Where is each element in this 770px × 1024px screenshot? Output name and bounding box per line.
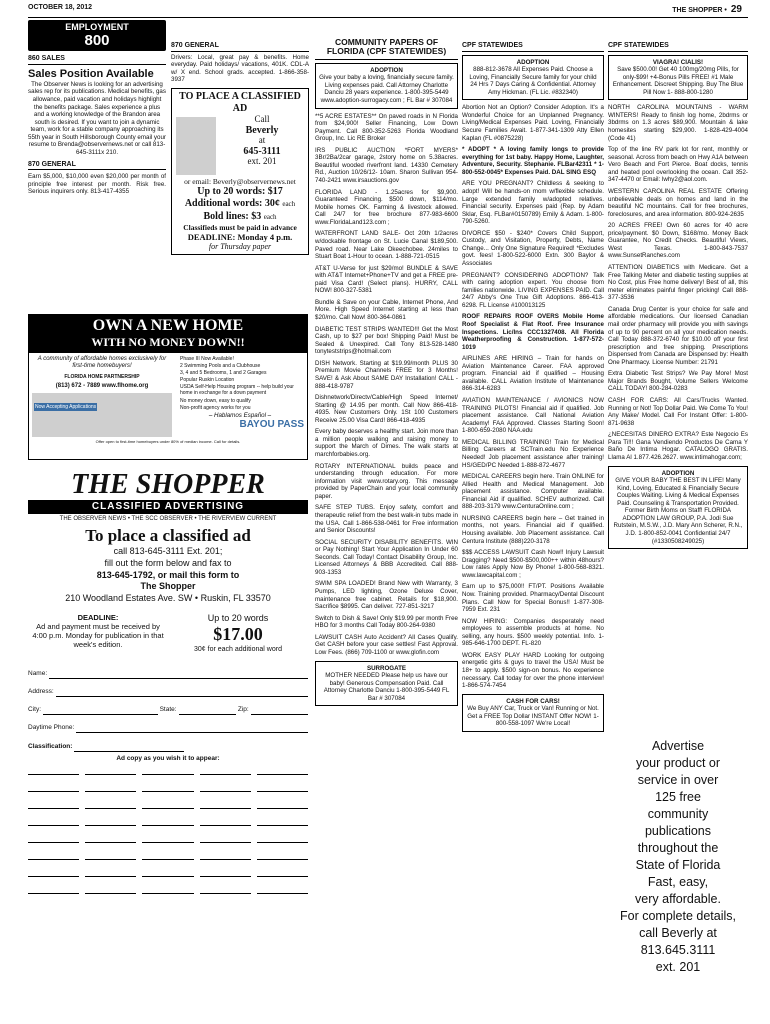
ad-copy-line[interactable] [200,885,251,894]
classified-ad [462,104,604,142]
classified-ad [315,463,458,501]
ad-text: AT&T U-Verse for just $29/mo! BUNDLE & SAVE with AT&T Internet+Phone+TV and get a FREE pre-paid Visa Card! (Select plans). HURRY, CALL NOW! 800-327-5381 [315,264,458,295]
ad-copy-line[interactable] [200,834,251,843]
ad-text: Earn up to $75,000!! FT/PT. Positions Available Now. Training provided. Pharmacy/Dental Discount Plans. Call Now for Special Bonus!! 1-877-308-7959 Ext. 231 [462,583,604,614]
ad-text: Switch to Dish & Save! Only $19.99 per month Free HBO for 3 months Call Today 800-264-9380 [315,614,458,630]
ad-text: FLORIDA LAND - 1.25acres for $9,900. Guaranteed Financing. $500 down, $114/mo. Mobile homes OK. Farming & livestock allowed. Call 24/7 for free brochure 877-983-6600 www.FloridaLand123.com ; [315,188,458,226]
ad-copy-line[interactable] [142,800,193,809]
ad-text: Give your baby a loving, financially secure family. Living expenses paid. Call Attorney Charlotte Danciu 28 years experience. 1-800-395-5449 www.adoption-surrogacy.com ; FL Bar # 307084 [319,74,454,104]
advertise-promo [608,738,748,976]
classified-ad [462,355,604,393]
ad-copy-line[interactable] [257,868,308,877]
ad-text: Every baby deserves a healthy start. Join more than a million people walking and raising money to support the March of Dimes. The walk starts at marchforbabies.org. [315,428,458,458]
applications-badge: Now Accepting Applications [35,404,97,411]
ad-copy-line[interactable] [28,868,79,877]
classified-ad [315,504,458,534]
ad-heading: ADOPTION [516,58,550,66]
ad-text: **5 ACRE ESTATES** On paved roads in N Florida from $24,900! Seller Financing, Low Down Payment. Call 800-352-5263 Florida Woodland Group, Inc. Lic RE Broker [315,112,458,143]
ad-text: IRS PUBLIC AUCTION *FORT MYERS* 3Br/2Ba/2car garage, 2story home on 5.38acres. Beautiful wooded riverfront land. 14330 Cemetery Rd., Auction 10/26/12- 10am. Sharon Sullivan 954-740-2421 www.irsauctions.gov [315,146,458,184]
email-line: or email: Beverly@observernews.net [184,177,296,187]
general-body: Earn $5,000, $10,000 even $20,000 per month of principle free interest per month. Risk free. Serious inquirers only. 813-417-4355 [28,173,166,196]
sales-section-title: 860 SALES [28,55,166,65]
promo-line: 813.645.3111 [640,943,716,957]
ad-heading: VIAGRA! CIALIS! [652,58,704,66]
classified-ad [315,360,458,390]
classified-ad [315,580,458,610]
general-section-title: 870 GENERAL [28,161,166,171]
photo-placeholder [176,117,216,175]
shopper-title: THE SHOPPER [71,469,265,500]
bayou-pass-logo: BAYOU PASS [239,419,304,431]
home-ad-title: OWN A NEW HOME WITH NO MONEY DOWN!! [29,315,307,353]
classified-ad [608,55,748,101]
promo-line: Advertise [651,739,705,753]
paper-name: THE SHOPPER • 29 [672,4,742,15]
issue-date: OCTOBER 18, 2012 [28,4,93,11]
house-photo [32,393,172,437]
classified-ad [462,272,604,310]
ad-text: WORK EASY PLAY HARD Looking for outgoing energetic girls & guys to travel the USA! Must be 18+ to apply. $500 sign-on bonus. No experience necessary. Call today for over the phone interview! 1-866-574-7454 [462,651,604,690]
employment-banner: EMPLOYMENT 800 [28,20,166,51]
classified-ad [608,306,748,367]
classified-ad [462,583,604,613]
ad-copy-line[interactable] [200,783,251,792]
classified-ad [608,264,748,302]
home-features-list: Phase III Now Available! 2 Swimming Pools and a Clubhouse 3, 4 and 5 Bedrooms, 1 and 2 Garages Popular Ruskin Location USDA Self-Help Housing program -- help build your home in exchange for a down payment No money down, easy to qualify Non-profit agency works for you [180,356,294,411]
classified-ad [462,694,604,732]
employment-column [28,20,166,260]
ad-text: ROTARY INTERNATIONAL builds peace and understanding through education. For more information visit www.rotary.org. This message provided by PaperChain and your local community paper. [315,462,458,500]
driver-ad: Drivers: Local, great pay & benefits. Home everyday. Paid holidays/ vacations, 401K. CDL-A w/ X end. School grads. accepted. 1-866-358-3937 [171,53,309,84]
sales-heading: Sales Position Available [28,67,154,80]
promo-line: throughout the [637,841,719,855]
classified-ad [315,326,458,356]
ad-copy-line[interactable] [85,868,136,877]
home-ad: OWN A NEW HOME WITH NO MONEY DOWN!! A community of affordable homes exclusively for first-time homebuyers! FLORIDA HOME PARTNERSHIP (813) 672 - 7889 www.flhome.org Now Accepting Applications Phase III Now Available! 2 Swimming Pools and a Clubhouse 3, 4 and 5 Bedrooms, 1 and 2 Garages Popular Ruskin Location USDA Self-Help Housing program -- help build your home in exchange for a down payment No money down, easy to qualify Non-profit agency works for you – Hablamos Español – BAYOU PASS Offer open to first-time homebuyers under 80% of median income. Call for details. [28,314,308,460]
classified-ad [462,652,604,690]
ad-copy-line[interactable] [85,817,136,826]
classified-ad [608,146,748,184]
classified-ad [315,63,458,109]
general-title: 870 GENERAL [171,42,309,52]
ad-text: Save $500.00! Get 40 100mg/20mg Pills, for only-$99! +4-Bonus Pills FREE! #1 Male Enhancement. Discreet Shipping. Buy The Blue Pill Now 1- 888-800-1280 [612,66,744,96]
promo-line: very affordable. [635,892,721,906]
classified-ad [462,549,604,579]
classified-ad [315,394,458,424]
cpf-ads-5 [608,55,748,550]
general-column [171,42,309,282]
classified-ad [315,428,458,458]
classified-ad [315,299,458,322]
ad-heading: SURROGATE [366,664,407,672]
ad-text: MEDICAL CAREERS begin here. Train ONLINE for Allied Health and Medical Management. Job placement assistance. Computer available. Financial Aid if qualified. SCHEV authorized. Call 888-203-3179 www.CenturaOnline.com ; [462,473,604,511]
ad-copy-line[interactable] [28,783,79,792]
ad-text: GIVE YOUR BABY THE BEST IN LIFE! Many Kind, Loving, Educated & Financially Secure Couples Waiting. Living & Medical Expenses Paid. Counseling & Transportation Provided. Former Birth Moms on Staff! FLORIDA ADOPTION LAW GROUP, P.A. Jodi Sue Rutstein, M.S.W., J.D. Mary Ann Scherer, R.N., J.D. 1-800-852-0041 Confidential 24/7 (#1330508249025) [613,477,743,545]
name-field[interactable] [49,670,308,679]
promo-line: 125 free [655,790,701,804]
cpf-title-4: CPF STATEWIDES [462,42,604,52]
classified-ad [608,466,748,550]
ad-text: SAFE STEP TUBS. Enjoy safety, comfort and therapeutic relief from the best walk-in tubs made in the USA. Call 1-866-538-0461 for Free information and Senior Discounts! [315,504,458,535]
classified-ad [608,222,748,260]
classified-ad [462,397,604,435]
classified-ad [315,615,458,630]
ad-text: SOCIAL SECURITY DISABILITY BENEFITS. WIN or Pay Nothing! Start Your Application In Under 60 Seconds. Call Today! Contact Disability Group, Inc. Licensed Attorneys & BBB Accredited. Call 888-903-1353 [315,538,458,576]
promo-line: ext. 201 [655,960,701,974]
promo-line: community [647,807,709,821]
classified-ad [315,661,458,707]
ad-copy-grid[interactable] [28,766,308,894]
ad-copy-line[interactable] [85,834,136,843]
cpf-title-5: CPF STATEWIDES [608,42,748,52]
ad-copy-line[interactable] [200,868,251,877]
ad-text: 888-812-3678 All Expenses Paid. Choose a Loving, Financially Secure family for your child 24 Hrs 7 Days Caring & Confidential. Attorney Amy Hickman. (FL Lic. #832340) [469,66,597,96]
ad-text: CASH FOR CARS: All Cars/Trucks Wanted. Running or Not! Top Dollar Paid. We Come To You! Any Make/ Model. Call For Instant Offer: 1-800-871-9638 [608,397,748,427]
ad-copy-line[interactable] [142,868,193,877]
ad-text: Top of the line RV park lot for rent, monthly or seasonal. Across from beach on Hwy A1A between Vero Beach and Fort Pierce. Boat docks, tennis and heated pool overlooking the ocean. Call 352-347-4470 or Email: lwhy2@aol.com. [608,146,748,184]
sales-body: The Observer News is looking for an advertising sales rep for its publications. Medical benefits, gas allowance, paid vacation and holidays highlight the benefits package. Sales experience a plus and a working knowledge of the Brandon area south is desired. If you want to join a dynamic team, work for a stable company approaching its 55th year in South Hillsborough County email your resume to Brenda@observernews.net or call 813-645-3111x 210. [28,80,166,156]
ad-copy-line[interactable] [85,800,136,809]
ad-copy-line[interactable] [142,851,193,860]
phone-field[interactable] [76,724,308,733]
promo-line: your product or [635,756,721,770]
classified-ad [462,180,604,225]
ad-copy-line[interactable] [257,817,308,826]
ad-text: Dishnetwork/Directv/Cable/High Speed Internet/ Starting @ 14.95 per month. Call Now 866-418-4935. New Customers Only. 1St 100 Customers Receive 25.00 Visa Card! 866-418-4935 [315,394,458,424]
ad-heading: ADOPTION [661,469,695,477]
classified-ad [462,439,604,469]
ad-copy-line[interactable] [200,851,251,860]
classified-ad [462,55,604,101]
classification-field[interactable] [74,743,184,752]
ad-text: We Buy ANY Car, Truck or Van! Running or Not. Get a FREE Top Dollar INSTANT Offer NOW! 1-800-558-1097 We're Local! [467,705,599,728]
cpf-column-3 [315,38,458,1018]
classified-ad [462,313,604,351]
ad-text: LAWSUIT CASH Auto Accident? All Cases Qualify. Get CASH before your case settles! Fast Approval. Low Fees. (866) 709-1100 or www.glofin.com [315,633,458,656]
classified-ad [315,189,458,227]
ad-text: WESTERN CAROLINA REAL ESTATE Offering unbelievable deals on homes and land in the beautiful NC mountains. Call for free brochures, foreclosures, and area information. 800-924-2635 [608,187,748,218]
ad-text: Extra Diabetic Test Strips? We Pay More! Most Major Brands Bought, Volume Sellers Welcome CALL TODAY! 800-284-0283 [608,370,748,393]
promo-line: call Beverly at [639,926,717,940]
classified-ad [315,147,458,185]
classified-ad [608,370,748,393]
ad-text: SWIM SPA LOADED! Brand New with Warranty, 3 Pumps, LED lighting, Ozone Deluxe Cover, maintenance free cabinet. Retails for $18,900. Sacrifice $8995. Can deliver. 727-851-3217 [315,580,458,611]
cpf-ads-3 [315,63,458,707]
classified-ad [608,397,748,427]
ad-copy-line[interactable] [142,766,193,775]
classified-ad [608,188,748,218]
ad-copy-line[interactable] [85,851,136,860]
ad-copy-line[interactable] [200,800,251,809]
ad-copy-line[interactable] [257,766,308,775]
ad-text: NURSING CAREERS begin here – Get trained in months, not years. Financial aid if qualified. Housing available. Job Placement assistance. Call Centura Institute (888)220-3178 [462,514,604,545]
ad-copy-line[interactable] [257,834,308,843]
ad-heading: CASH FOR CARS! [506,697,560,705]
ad-copy-line[interactable] [85,885,136,894]
ad-text: $$$ ACCESS LAWSUIT Cash Now!! Injury Lawsuit Dragging? Need $500-$500,000++ within 48hours? Low rates Apply Now By Phone! 1-800-568-8321. www.lawcapital.com ; [462,549,604,579]
cpf-title: COMMUNITY PAPERS OF FLORIDA (CPF STATEWIDES) [315,38,458,60]
ad-copy-line[interactable] [257,783,308,792]
promo-line: publications [644,824,711,838]
ad-copy-line[interactable] [142,885,193,894]
ad-text: PREGNANT? CONSIDERING ADOPTION? Talk with caring adoption expert. You choose from families nationwide. LIVING EXPENSES PAID. Call 24/7 Abby's One True Gift Adoptions. 866-413-6298. FL License #100013125 [462,271,604,309]
ad-copy-line[interactable] [142,834,193,843]
classified-ad [462,230,604,268]
ad-heading: ADOPTION [370,66,403,74]
place-ad-box: TO PLACE A CLASSIFIED AD Call Beverly at 645-3111 ext. 201 or email: Beverly@observernews.net Up to 20 words: $17 Additional words: 30¢ each Bold lines: $3 each Classifieds must be paid in advance DEADLINE: Monday 4 p.m. for Thursday paper [171,88,309,255]
promo-line: Fast, easy, [647,875,709,889]
ad-copy-line[interactable] [257,800,308,809]
ad-text: Bundle & Save on your Cable, Internet Phone, And More. High Speed Internet starting at less than $20/mo. Call Now! 800-364-0861 [315,298,458,321]
place-ad-heading: To place a classified ad [85,525,251,545]
ad-copy-line[interactable] [85,783,136,792]
ad-copy-line[interactable] [257,885,308,894]
zip-field[interactable] [251,706,308,715]
ad-text: WATERFRONT LAND SALE- Oct 20th 1/2acres w/dockable frontage on St. Lucie Canal $189,500. Paved road. Near Lake Okeechobee. 24miles to Stuart Boat 1-Hour to ocean. 1-888-721-0515 [315,230,458,261]
ad-copy-line[interactable] [28,817,79,826]
cpf-ads-4 [462,55,604,732]
ad-copy-line[interactable] [142,817,193,826]
classified-ad [608,431,748,461]
ad-copy-line[interactable] [142,783,193,792]
ad-text: ARE YOU PREGNANT? Childless & seeking to adopt! Will be hands-on mom w/flexible schedule. Large extended family w/adopted relatives. Financial security. Expenses paid (Rep. by Adam Sklar, Esq. FLBar#0150789) Emily & Adam. 1-800-790-5260. [462,180,604,226]
promo-line: For complete details, [619,909,737,923]
classified-ad [608,104,748,142]
classified-ad [462,473,604,511]
partnership-logo: FLORIDA HOME PARTNERSHIP [64,373,140,380]
ad-copy-line[interactable] [85,766,136,775]
classified-ad [462,515,604,545]
ad-copy-line[interactable] [28,885,79,894]
state-field[interactable] [179,706,236,715]
ad-copy-line[interactable] [200,817,251,826]
ad-text: AVIATION MAINTENANCE / AVIONICS NOW TRAINING PILOTS! Financial aid if qualified. Job placement assistance. Call National Aviation Academy! FAA Approved. Classes Starting Soon! 1-800-659-2080 NAA.edu [462,397,604,435]
page-header [28,4,742,16]
ad-text: AIRLINES ARE HIRING – Train for hands on Aviation Maintenance Career. FAA approved program. Financial aid if qualified – Housing available. CALL Aviation Institute of Maintenance 866-314-6283 [462,355,604,393]
ad-text: DIVORCE $50 - $240* Covers Child Support, Custody, and Visitation, Property, Debts, Name Change... Only One Signature Required! *Excludes govt. fees! 1-800-522-6000 Extn. 300 Baylor & Associates [462,229,604,268]
ad-copy-line[interactable] [28,800,79,809]
cpf-column-4 [462,42,604,1018]
classified-ad [462,618,604,648]
ad-text: NOW HIRING: Companies desperately need employees to assemble products at home. No selling, any hours. $500 weekly potential. Info. 1-985-646-1700 DEPT. FL-820 [462,617,604,648]
ad-text: MEDICAL BILLING TRAINING! Train for Medical Billing Careers at SCTrain.edu No Experience Needed! Job placement assistance after training! HS/GED/PC Needed 1-888-872-4677 [462,438,604,469]
classified-ad [315,539,458,577]
classified-ad [315,634,458,657]
ad-text: * ADOPT * A loving family longs to provide everything for 1st baby. Happy Home, Laughter, Adventure, Security. Stephanie. FLBar42311 * 1-800-552-0045* Expenses Paid. DAL SING ESQ [462,146,604,176]
classified-ad [462,146,604,176]
classified-ad [315,230,458,260]
ad-text: MOTHER NEEDED Please help us have our baby! Generous Compensation Paid. Call Attorney Charlotte Danciu 1-800-395-5449 FL Bar # 307084 [323,672,450,702]
shopper-form: THE SHOPPER CLASSIFIED ADVERTISING THE OBSERVER NEWS • THE SCC OBSERVER • THE RIVERVIEW CURRENT To place a classified ad call 813-645-3111 Ext. 201; fill out the form below and fax to 813-645-1792, or mail this form to The Shopper 210 Woodland Estates Ave. SW • Ruskin, FL 33570 DEADLINE: Ad and payment must be received by 4:00 p.m. Monday for publication in that week's edition. Up to 20 words $17.00 30¢ for each additional word Name: Address: City: State: Zip: Daytime Phone: Classification: Ad copy as you wish it to appear: [28,470,308,1018]
ad-text: NORTH CAROLINA MOUNTAINS - WARM WINTERS! Ready to finish log home, 2bdrms or 3bdrms on 1.3 acres $89,900. Mountain & lake homesites starting $29,900. 1-828-429-4004 (Code 41) [608,104,748,142]
ad-copy-line[interactable] [28,851,79,860]
ad-text: ROOF REPAIRS ROOF OVERS Mobile Home Roof Specialist & Flat Roof. Free Insurance Inspections. Lic/Ins CCC1327408. All Florida Weatherproofing & Construction. 1-877-572-1019 [462,313,604,351]
classified-ad [315,113,458,143]
ad-copy-line[interactable] [200,766,251,775]
ad-copy-line[interactable] [28,834,79,843]
ad-text: 20 ACRES FREE! Own 60 acres for 40 acre price/payment. $0 Down, $168/mo. Money Back Guarantee, No Credit Checks. Beautiful Views, West Texas. 1-800-843-7537 www.SunsetRanches.com [608,222,748,260]
ad-text: DIABETIC TEST STRIPS WANTED!!! Get the Most Cash, up to $27 per box! Shipping Paid! Must be Sealed & Unexpired. Call Tony 813-528-1480 tonyteststrips@hotmail.com [315,325,458,356]
city-field[interactable] [43,706,158,715]
ad-text: ¿NECESITAS DINERO EXTRA? Este Negocio Es Para Ti!!! Gana Vendiendo Productos De Cama Y Baño De Intima Hogar. CATALOGO GRATIS. Llama Al 1.877.426.2627. www.intimahogar.com; [608,431,748,461]
page-number: 29 [730,4,742,15]
ad-copy-line[interactable] [257,851,308,860]
ad-text: Canada Drug Center is your choice for safe and affordable medications. Our licensed Canadian mail order pharmacy will provide you with savings of up to 90 percent on all your medication needs. Call Today 888-372-6740 for $10.00 off your first prescription and free shipping. Prescriptions Dispensed from Canada are Dispensed by: Health One Pharmacy. License Number: 21791 [608,305,748,366]
classified-band: CLASSIFIED ADVERTISING [28,500,308,514]
classified-ad [315,265,458,295]
ad-text: DISH Network. Starting at $19.99/month PLUS 30 Premium Movie Channels FREE for 3 Months! SAVE! & Ask About SAME DAY Installation! CALL - 888-418-9787 [315,359,458,390]
ad-text: ATTENTION DIABETICS with Medicare. Get a Free Talking Meter and diabetic testing supplies at No Cost, plus Free home delivery! Best of all, this meter eliminates painful finger pricking! Call 888-377-3536 [608,264,748,302]
ad-text: Abortion Not an Option? Consider Adoption. It's a Wonderful Choice for an Unplanned Pregnancy. Living/Medical Expenses Paid. Loving, Financially Secure Families Await. 1-877-341-1309 Atty Ellen Kaplan (FL #0875228) [462,104,604,142]
promo-line: State of Florida [635,858,721,872]
promo-line: service in over [637,773,719,787]
ad-copy-line[interactable] [28,766,79,775]
address-field[interactable] [56,688,308,697]
cpf-column-5 [608,42,748,1018]
